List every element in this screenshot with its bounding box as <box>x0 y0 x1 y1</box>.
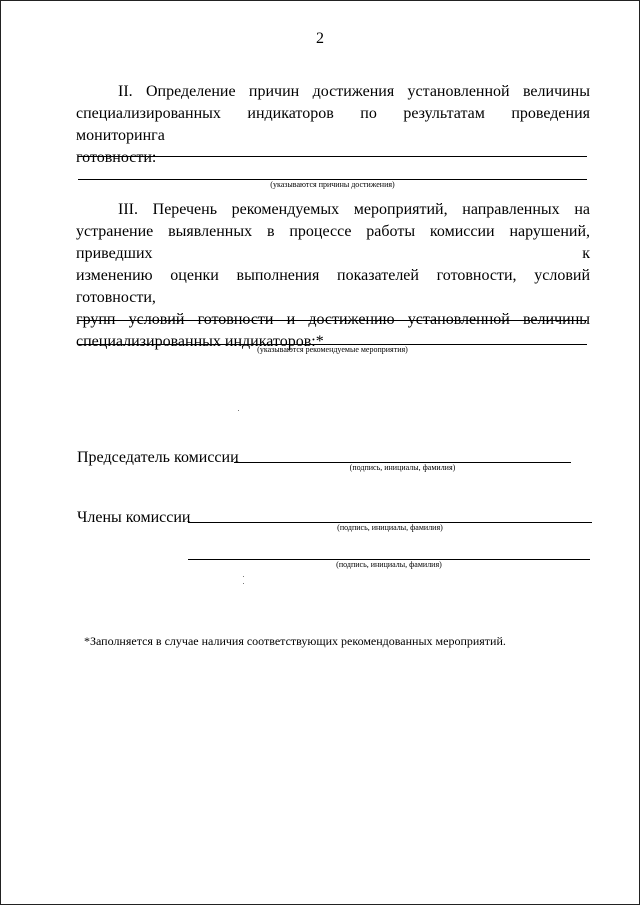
section-2-line-2: специализированных индикаторов по результатам проведения мониторинга <box>76 105 590 144</box>
chairman-label: Председатель комиссии <box>77 449 239 466</box>
chairman-signature-caption: (подпись, инициалы, фамилия) <box>349 463 456 472</box>
member-2-signature-caption: (подпись, инициалы, фамилия) <box>336 560 442 569</box>
member-1-signature-caption: (подпись, инициалы, фамилия) <box>337 523 443 532</box>
page-number: 2 <box>316 30 324 47</box>
section-2-caption: (указываются причины достижения) <box>270 180 395 189</box>
section-3-line-5: специализированных индикаторов:* <box>76 333 324 350</box>
section-2-line-3: готовности: <box>76 149 157 166</box>
section-2-fill-line-1 <box>78 156 587 157</box>
footnote: *Заполняется в случае наличия соответствующих рекомендованных мероприятий. <box>84 634 506 648</box>
section-3-line-4: групп условий готовности и достижению установленной величины <box>76 311 590 328</box>
section-2-line-1: II. Определение причин достижения установленной величины <box>118 83 590 100</box>
scan-speck <box>243 583 244 584</box>
section-3-line-2: устранение выявленных в процессе работы комиссии нарушений, приведших к <box>76 223 590 262</box>
members-label: Члены комиссии <box>77 509 191 526</box>
section-3-line-1: III. Перечень рекомендуемых мероприятий, направленных на <box>118 201 590 218</box>
section-3-fill-line-1 <box>78 320 587 321</box>
section-3-caption: (указываются рекомендуемые мероприятия) <box>257 345 408 354</box>
scan-speck <box>243 576 244 577</box>
scan-speck <box>238 410 239 411</box>
section-3-paragraph <box>76 199 590 353</box>
section-3-line-3: изменению оценки выполнения показателей готовности, условий готовности, <box>76 267 590 306</box>
